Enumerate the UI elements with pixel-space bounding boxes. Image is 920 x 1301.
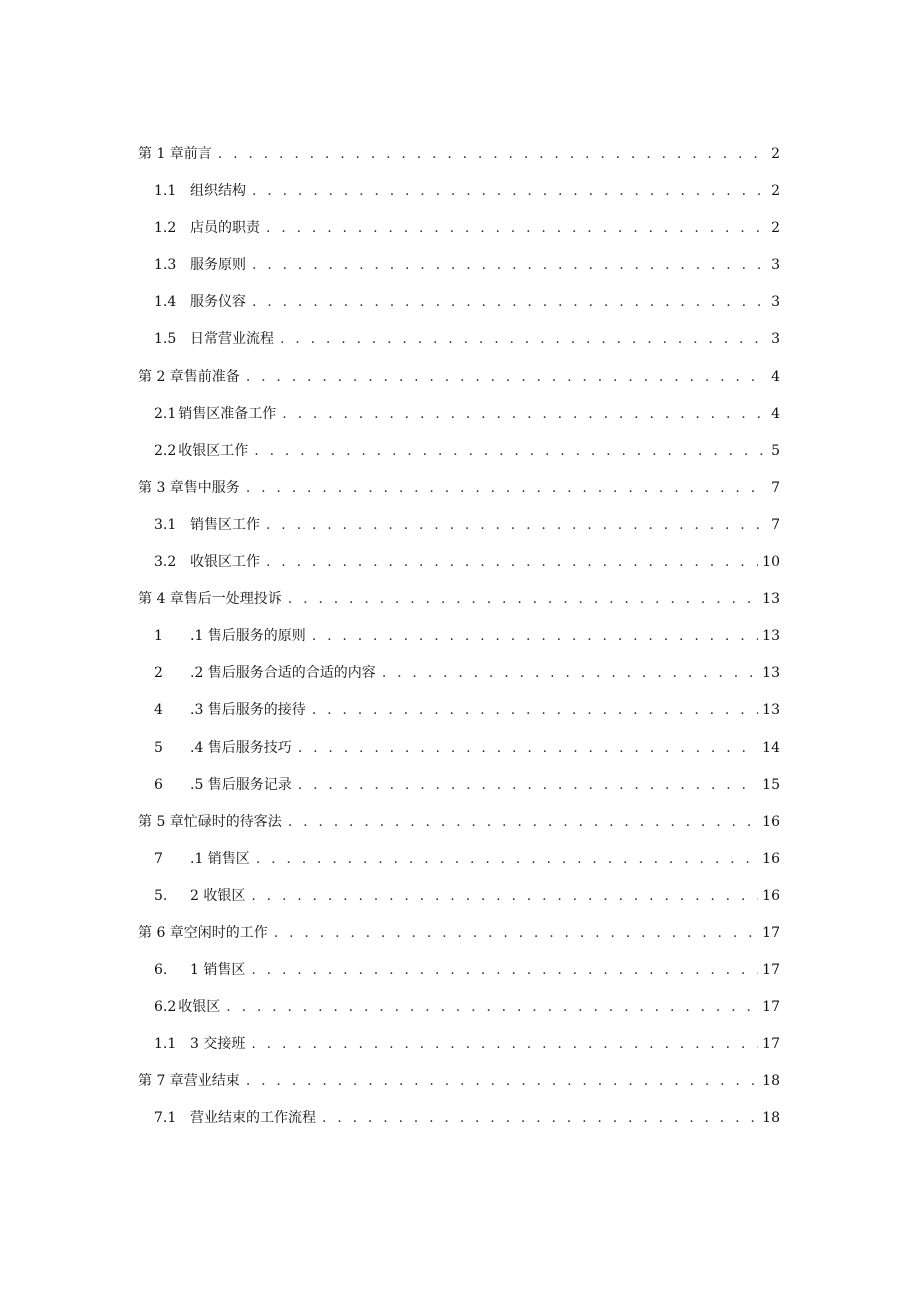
toc-dot-leader bbox=[288, 589, 758, 609]
toc-dot-leader bbox=[280, 329, 766, 349]
toc-dot-leader bbox=[256, 849, 758, 869]
toc-entry-number: 1.1 bbox=[154, 1036, 177, 1053]
toc-entry-title: 收银区工作 bbox=[190, 554, 260, 571]
toc-dot-leader bbox=[251, 1034, 758, 1054]
toc-page-number: 14 bbox=[762, 739, 780, 756]
toc-page-number: 10 bbox=[762, 554, 780, 571]
toc-page-number: 4 bbox=[771, 405, 780, 422]
toc-entry-title: 收银区 bbox=[178, 999, 221, 1016]
toc-dot-leader bbox=[298, 775, 758, 795]
toc-page-number: 3 bbox=[771, 331, 780, 348]
toc-page-number: 18 bbox=[762, 1110, 780, 1127]
toc-entry-number: 1.5 bbox=[154, 331, 177, 348]
toc-entry-title: 1 销售区 bbox=[190, 962, 246, 979]
toc-section-entry[interactable] bbox=[138, 1108, 780, 1145]
toc-dot-leader bbox=[226, 997, 758, 1017]
toc-section-entry[interactable] bbox=[138, 329, 780, 366]
toc-page-number: 17 bbox=[762, 924, 780, 941]
toc-chapter-entry[interactable] bbox=[138, 367, 780, 404]
toc-entry-title: 收银区工作 bbox=[178, 442, 249, 459]
toc-section-entry[interactable] bbox=[138, 181, 780, 218]
toc-section-entry[interactable] bbox=[138, 997, 780, 1034]
toc-page-number: 16 bbox=[762, 887, 780, 904]
toc-page-number: 7 bbox=[771, 516, 780, 533]
toc-entry-title: .3 售后服务的接待 bbox=[190, 702, 306, 719]
toc-entry-number: 7.1 bbox=[154, 1110, 177, 1127]
toc-entry-title: .5 售后服务记录 bbox=[190, 776, 292, 793]
toc-page-number: 17 bbox=[762, 1036, 780, 1053]
toc-entry-number: 5 bbox=[154, 739, 163, 756]
toc-entry-title: 销售区工作 bbox=[190, 516, 260, 533]
toc-entry-title: 第 7 章营业结束 bbox=[138, 1073, 240, 1090]
toc-dot-leader bbox=[251, 960, 758, 980]
toc-section-entry[interactable] bbox=[138, 700, 780, 737]
toc-entry-title: 第 5 章忙碌时的待客法 bbox=[138, 813, 282, 830]
toc-page-number: 17 bbox=[762, 962, 780, 979]
toc-page-number: 15 bbox=[762, 776, 780, 793]
toc-entry-number: 3.2 bbox=[154, 554, 177, 571]
toc-entry-number: 2.1 bbox=[154, 405, 177, 422]
toc-dot-leader bbox=[252, 255, 766, 275]
toc-section-entry[interactable] bbox=[138, 775, 780, 812]
toc-page-number: 2 bbox=[771, 146, 780, 162]
toc-section-entry[interactable] bbox=[138, 515, 780, 552]
toc-entry-title: 日常营业流程 bbox=[190, 331, 274, 348]
toc-page-number: 2 bbox=[771, 183, 780, 200]
toc-page-number: 2 bbox=[771, 220, 780, 237]
toc-section-entry[interactable] bbox=[138, 404, 780, 441]
toc-dot-leader bbox=[282, 404, 766, 424]
toc-page-number: 4 bbox=[771, 368, 780, 385]
toc-dot-leader bbox=[246, 1071, 758, 1091]
toc-dot-leader bbox=[288, 812, 758, 832]
toc-section-entry[interactable] bbox=[138, 1034, 780, 1071]
toc-dot-leader bbox=[218, 144, 766, 164]
toc-dot-leader bbox=[246, 367, 766, 387]
toc-entry-title: 组织结构 bbox=[190, 183, 246, 200]
toc-entry-number: 1.2 bbox=[154, 220, 177, 237]
toc-dot-leader bbox=[274, 923, 758, 943]
toc-section-entry[interactable] bbox=[138, 849, 780, 886]
toc-entry-title: 2 收银区 bbox=[190, 887, 246, 904]
toc-entry-number: 1.3 bbox=[154, 257, 177, 274]
toc-dot-leader bbox=[382, 663, 758, 683]
toc-entry-title: 服务仪容 bbox=[190, 294, 246, 311]
toc-section-entry[interactable] bbox=[138, 218, 780, 255]
toc-page-number: 13 bbox=[762, 665, 780, 682]
toc-dot-leader bbox=[298, 738, 758, 758]
toc-section-entry[interactable] bbox=[138, 960, 780, 997]
toc-entry-title: .1 售后服务的原则 bbox=[190, 628, 306, 645]
toc-entry-title: .4 售后服务技巧 bbox=[190, 739, 292, 756]
toc-entry-number: 1.4 bbox=[154, 294, 177, 311]
toc-entry-title: 店员的职责 bbox=[190, 220, 260, 237]
toc-entry-title: 服务原则 bbox=[190, 257, 246, 274]
toc-chapter-entry[interactable] bbox=[138, 812, 780, 849]
toc-entry-title: 第 6 章空闲时的工作 bbox=[138, 924, 268, 941]
toc-dot-leader bbox=[322, 1108, 758, 1128]
toc-dot-leader bbox=[312, 626, 758, 646]
toc-dot-leader bbox=[252, 292, 766, 312]
toc-dot-leader bbox=[254, 441, 766, 461]
toc-page-number: 16 bbox=[762, 850, 780, 867]
toc-entry-number: 6. bbox=[154, 962, 168, 979]
toc-page-number: 7 bbox=[771, 479, 780, 496]
toc-entry-title: 第 1 章前言 bbox=[138, 146, 212, 162]
toc-section-entry[interactable] bbox=[138, 886, 780, 923]
toc-chapter-entry[interactable] bbox=[138, 144, 780, 181]
toc-entry-number: 1 bbox=[154, 628, 163, 645]
toc-dot-leader bbox=[252, 181, 766, 201]
toc-entry-number: 1.1 bbox=[154, 183, 177, 200]
toc-page-number: 13 bbox=[762, 591, 780, 608]
toc-chapter-entry[interactable] bbox=[138, 923, 780, 960]
toc-entry-title: 3 交接班 bbox=[190, 1036, 246, 1053]
toc-entry-number: 6 bbox=[154, 776, 163, 793]
toc-entry-title: 第 3 章售中服务 bbox=[138, 479, 240, 496]
toc-entry-title: .1 销售区 bbox=[190, 850, 250, 867]
toc-chapter-entry[interactable] bbox=[138, 1071, 780, 1108]
toc-page-number: 16 bbox=[762, 813, 780, 830]
toc-section-entry[interactable] bbox=[138, 738, 780, 775]
toc-entry-number: 5. bbox=[154, 887, 168, 904]
toc-entry-title: .2 售后服务合适的合适的内容 bbox=[190, 665, 376, 682]
toc-chapter-entry[interactable] bbox=[138, 478, 780, 515]
toc-dot-leader bbox=[266, 218, 766, 238]
toc-section-entry[interactable] bbox=[138, 626, 780, 663]
toc-entry-title: 第 2 章售前准备 bbox=[138, 368, 240, 385]
toc-dot-leader bbox=[246, 478, 766, 498]
toc-entry-number: 2 bbox=[154, 665, 163, 682]
toc-entry-number: 7 bbox=[154, 850, 163, 867]
toc-section-entry[interactable] bbox=[138, 255, 780, 292]
toc-page-number: 13 bbox=[762, 628, 780, 645]
toc-section-entry[interactable] bbox=[138, 292, 780, 329]
toc-entry-number: 3.1 bbox=[154, 516, 177, 533]
toc-page-number: 18 bbox=[762, 1073, 780, 1090]
toc-dot-leader bbox=[251, 886, 758, 906]
toc-section-entry[interactable] bbox=[138, 552, 780, 589]
toc-entry-number: 4 bbox=[154, 702, 163, 719]
toc-dot-leader bbox=[266, 552, 758, 572]
toc-page-number: 5 bbox=[771, 442, 780, 459]
toc-chapter-entry[interactable] bbox=[138, 589, 780, 626]
toc-section-entry[interactable] bbox=[138, 441, 780, 478]
toc-entry-title: 销售区准备工作 bbox=[178, 405, 277, 422]
toc-entry-number: 2.2 bbox=[154, 442, 177, 459]
toc-dot-leader bbox=[266, 515, 766, 535]
toc-page-number: 3 bbox=[771, 294, 780, 311]
toc-entry-number: 6.2 bbox=[154, 999, 177, 1016]
toc-section-entry[interactable] bbox=[138, 663, 780, 700]
table-of-contents bbox=[138, 144, 780, 1146]
toc-dot-leader bbox=[312, 700, 758, 720]
toc-page-number: 13 bbox=[762, 702, 780, 719]
toc-entry-title: 第 4 章售后一处理投诉 bbox=[138, 591, 282, 608]
toc-page-number: 3 bbox=[771, 257, 780, 274]
toc-entry-title: 营业结束的工作流程 bbox=[190, 1110, 316, 1127]
toc-page-number: 17 bbox=[762, 999, 780, 1016]
